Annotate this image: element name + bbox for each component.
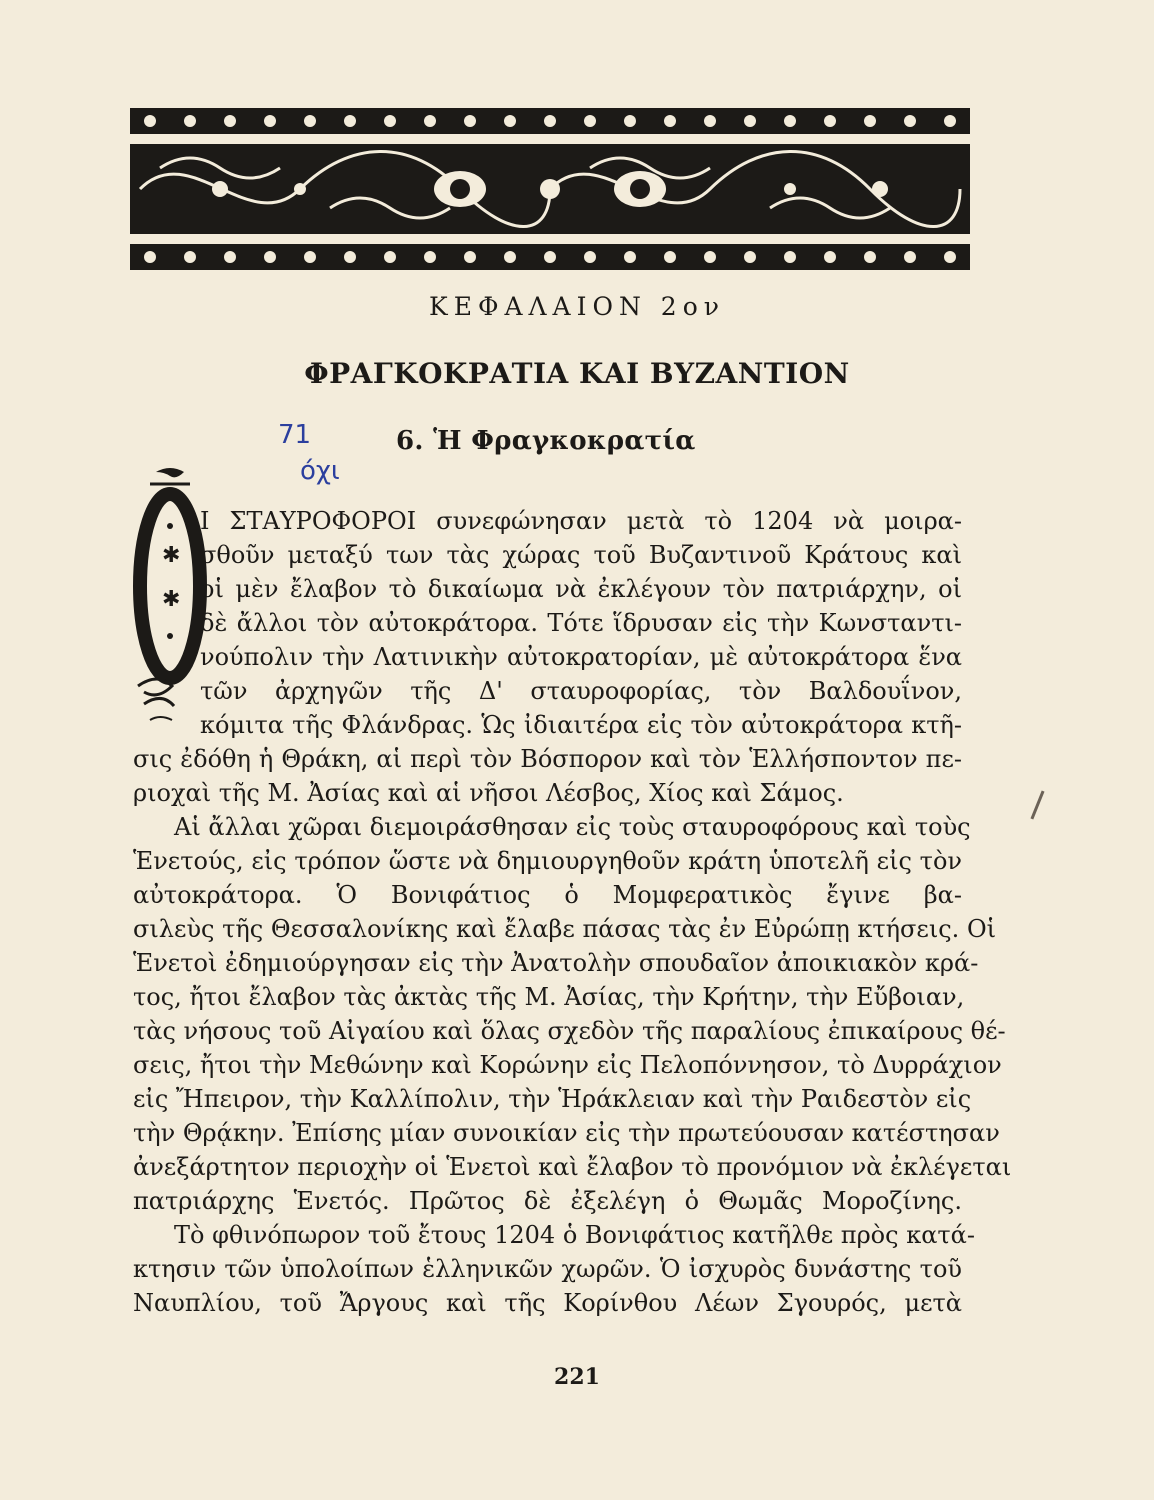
text-line: ριοχαὶ τῆς Μ. Ἀσίας καὶ αἱ νῆσοι Λέσβος, Χίος καὶ Σάμος. [133, 779, 844, 807]
handwritten-note: 71 [278, 420, 312, 450]
svg-text:✱: ✱ [162, 543, 181, 568]
text-line: σεις, ἤτοι τὴν Μεθώνην καὶ Κορώνην εἰς Πελοπόννησον, τὸ Δυρράχιον [133, 1051, 1002, 1079]
handwritten-note: όχι [300, 456, 340, 486]
text-line: εἰς Ἤπειρον, τὴν Καλλίπολιν, τὴν Ἡράκλειαν καὶ τὴν Ραιδεστὸν εἰς [133, 1085, 972, 1113]
page-number: 221 [554, 1364, 600, 1390]
text-line: Ναυπλίου, τοῦ Ἄργους καὶ τῆς Κορίνθου Λέων Σγουρός, μετὰ [133, 1289, 962, 1317]
text-line: κόμιτα τῆς Φλάνδρας. Ὡς ἰδιαιτέρα εἰς τὸν αὐτοκράτορα κτῆ- [200, 711, 962, 739]
text-line: σθοῦν μεταξύ των τὰς χώρας τοῦ Βυζαντινοῦ Κράτους καὶ [200, 541, 962, 569]
text-line: Ἑνετούς, εἰς τρόπον ὥστε νὰ δημιουργηθοῦν κράτη ὑποτελῆ εἰς τὸν [133, 847, 962, 875]
text-line: τὴν Θρᾴκην. Ἐπίσης μίαν συνοικίαν εἰς τὴν πρωτεύουσαν κατέστησαν [133, 1119, 1000, 1147]
text-line: οἱ μὲν ἔλαβον τὸ δικαίωμα νὰ ἐκλέγουν τὸν πατριάρχην, οἱ [200, 575, 962, 603]
text-line: τῶν ἀρχηγῶν τῆς Δ' σταυροφορίας, τὸν Βαλδουΐνον, [200, 677, 962, 705]
text-line: τος, ἤτοι ἔλαβον τὰς ἀκτὰς τῆς Μ. Ἀσίας, τὴν Κρήτην, τὴν Εὔβοιαν, [133, 983, 965, 1011]
text-line: κτησιν τῶν ὑπολοίπων ἑλληνικῶν χωρῶν. Ὁ ἰσχυρὸς δυνάστης τοῦ [133, 1255, 962, 1283]
text-line: Τὸ φθινόπωρον τοῦ ἔτους 1204 ὁ Βονιφάτιος κατῆλθε πρὸς κατά- [174, 1221, 975, 1249]
chapter-label: ΚΕΦΑΛΑΙΟΝ 2ον [429, 292, 725, 321]
text-line: δὲ ἄλλοι τὸν αὐτοκράτορα. Τότε ἵδρυσαν εἰς τὴν Κωνσταντι- [200, 609, 962, 637]
text-line: σις ἐδόθη ἡ Θράκη, αἱ περὶ τὸν Βόσπορον καὶ τὸν Ἑλλήσποντον πε- [133, 745, 962, 773]
svg-text:✱: ✱ [162, 587, 181, 612]
text-line: αὐτοκράτορα. Ὁ Βονιφάτιος ὁ Μομφερατικὸς ἔγινε βα- [133, 881, 962, 909]
text-line: Ἑνετοὶ ἐδημιούργησαν εἰς τὴν Ἀνατολὴν σπουδαῖον ἀποικιακὸν κρά- [133, 949, 979, 977]
text-line: Αἱ ἄλλαι χῶραι διεμοιράσθησαν εἰς τοὺς σταυροφόρους καὶ τοὺς [174, 813, 971, 841]
text-line: τὰς νήσους τοῦ Αἰγαίου καὶ ὅλας σχεδὸν τῆς παραλίους ἐπικαίρους θέ- [133, 1017, 1006, 1045]
text-line: νούπολιν τὴν Λατινικὴν αὐτοκρατορίαν, μὲ αὐτοκράτορα ἕνα [200, 643, 962, 671]
section-title: 6. Ἡ Φραγκοκρατία [396, 426, 696, 456]
text-line: Ι ΣΤΑΥΡΟΦΟΡΟΙ συνεφώνησαν μετὰ τὸ 1204 νὰ μοιρα- [200, 507, 962, 535]
chapter-title: ΦΡΑΓΚΟΚΡΑΤΙΑ ΚΑΙ ΒΥΖΑΝΤΙΟΝ [304, 357, 850, 390]
text-line: ἀνεξάρτητον περιοχὴν οἱ Ἑνετοὶ καὶ ἔλαβον τὸ προνόμιον νὰ ἐκλέγεται [133, 1153, 1012, 1181]
text-line: σιλεὺς τῆς Θεσσαλονίκης καὶ ἔλαβε πάσας τὰς ἐν Εὐρώπῃ κτήσεις. Οἱ [133, 915, 997, 943]
text-line: πατριάρχης Ἑνετός. Πρῶτος δὲ ἐξελέγη ὁ Θωμᾶς Μοροζίνης. [133, 1187, 962, 1215]
